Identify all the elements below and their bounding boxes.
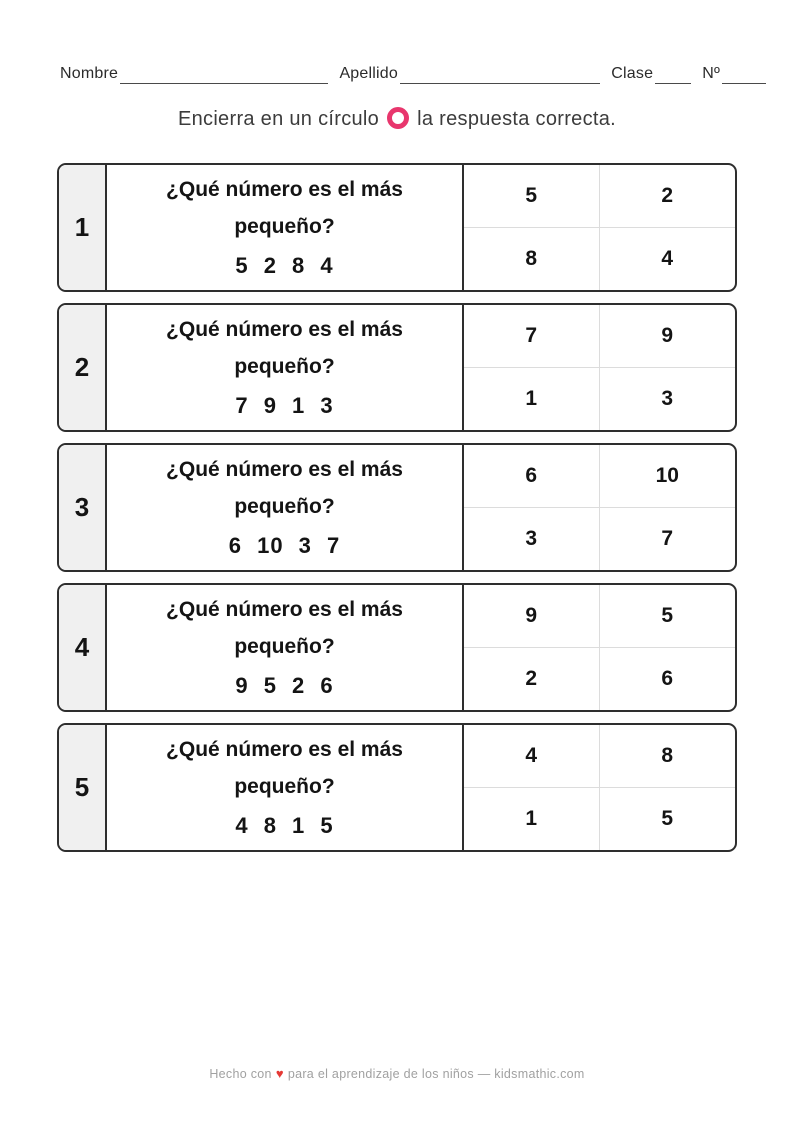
numero-blank-line[interactable] <box>722 67 766 84</box>
question-prompt: ¿Qué número es el más pequeño? <box>166 598 403 658</box>
answer-option[interactable]: 4 <box>661 246 674 270</box>
nombre-label: Nombre <box>60 65 119 82</box>
answer-option[interactable]: 9 <box>464 585 600 648</box>
instruction-text-before: Encierra en un círculo <box>177 108 380 130</box>
clase-label: Clase <box>611 65 654 82</box>
answer-grid <box>464 445 735 570</box>
question-card-list <box>57 163 737 863</box>
clase-blank-line[interactable] <box>655 67 691 84</box>
question-sequence: 5 2 8 4 <box>235 253 334 278</box>
answer-option[interactable]: 3 <box>464 508 600 571</box>
numero-label: Nº <box>702 65 720 82</box>
question-sequence: 4 8 1 5 <box>235 813 334 838</box>
answer-grid <box>464 165 735 290</box>
footer-credit <box>0 1066 794 1081</box>
question-area <box>107 585 464 710</box>
question-prompt: ¿Qué número es el más pequeño? <box>166 178 403 238</box>
question-card-2 <box>57 303 737 432</box>
answer-option[interactable]: 1 <box>464 368 600 431</box>
answer-option[interactable]: 8 <box>464 228 600 291</box>
answer-option[interactable]: 5 <box>661 806 674 830</box>
footer-text-before: Hecho con <box>209 1067 272 1081</box>
footer-text-after: para el aprendizaje de los niños — kidsmathic.com <box>287 1067 585 1081</box>
question-prompt: ¿Qué número es el más pequeño? <box>166 738 403 798</box>
instruction-line <box>0 107 794 131</box>
question-card-4 <box>57 583 737 712</box>
heart-icon: ♥ <box>275 1066 284 1081</box>
answer-grid <box>464 725 735 850</box>
answer-option[interactable]: 6 <box>661 666 674 690</box>
question-number: 4 <box>59 585 107 710</box>
answer-option[interactable]: 2 <box>464 648 600 711</box>
answer-option[interactable]: 10 <box>600 445 736 508</box>
question-sequence: 6 10 3 7 <box>228 533 341 558</box>
nombre-blank-line[interactable] <box>120 67 328 84</box>
question-prompt: ¿Qué número es el más pequeño? <box>166 318 403 378</box>
question-number: 1 <box>59 165 107 290</box>
apellido-label: Apellido <box>339 65 398 82</box>
answer-option[interactable]: 7 <box>464 305 600 368</box>
question-card-3 <box>57 443 737 572</box>
answer-option[interactable]: 7 <box>661 526 674 550</box>
answer-option[interactable]: 4 <box>464 725 600 788</box>
answer-option[interactable]: 8 <box>600 725 736 788</box>
answer-option[interactable]: 1 <box>464 788 600 851</box>
question-number: 5 <box>59 725 107 850</box>
question-number: 3 <box>59 445 107 570</box>
question-card-5 <box>57 723 737 852</box>
header-fields-row <box>60 64 766 84</box>
question-number: 2 <box>59 305 107 430</box>
answer-option[interactable]: 3 <box>661 386 674 410</box>
instruction-text-after: la respuesta correcta. <box>417 108 617 130</box>
answer-grid <box>464 305 735 430</box>
question-area <box>107 165 464 290</box>
question-prompt: ¿Qué número es el más pequeño? <box>166 458 403 518</box>
question-sequence: 9 5 2 6 <box>235 673 334 698</box>
answer-option[interactable]: 5 <box>464 165 600 228</box>
question-area <box>107 305 464 430</box>
question-card-1 <box>57 163 737 292</box>
question-area <box>107 445 464 570</box>
answer-option[interactable]: 5 <box>600 585 736 648</box>
question-sequence: 7 9 1 3 <box>235 393 334 418</box>
question-area <box>107 725 464 850</box>
answer-option[interactable]: 2 <box>600 165 736 228</box>
circle-outline-icon <box>387 107 409 129</box>
answer-grid <box>464 585 735 710</box>
answer-option[interactable]: 9 <box>600 305 736 368</box>
apellido-blank-line[interactable] <box>400 67 600 84</box>
answer-option[interactable]: 6 <box>464 445 600 508</box>
